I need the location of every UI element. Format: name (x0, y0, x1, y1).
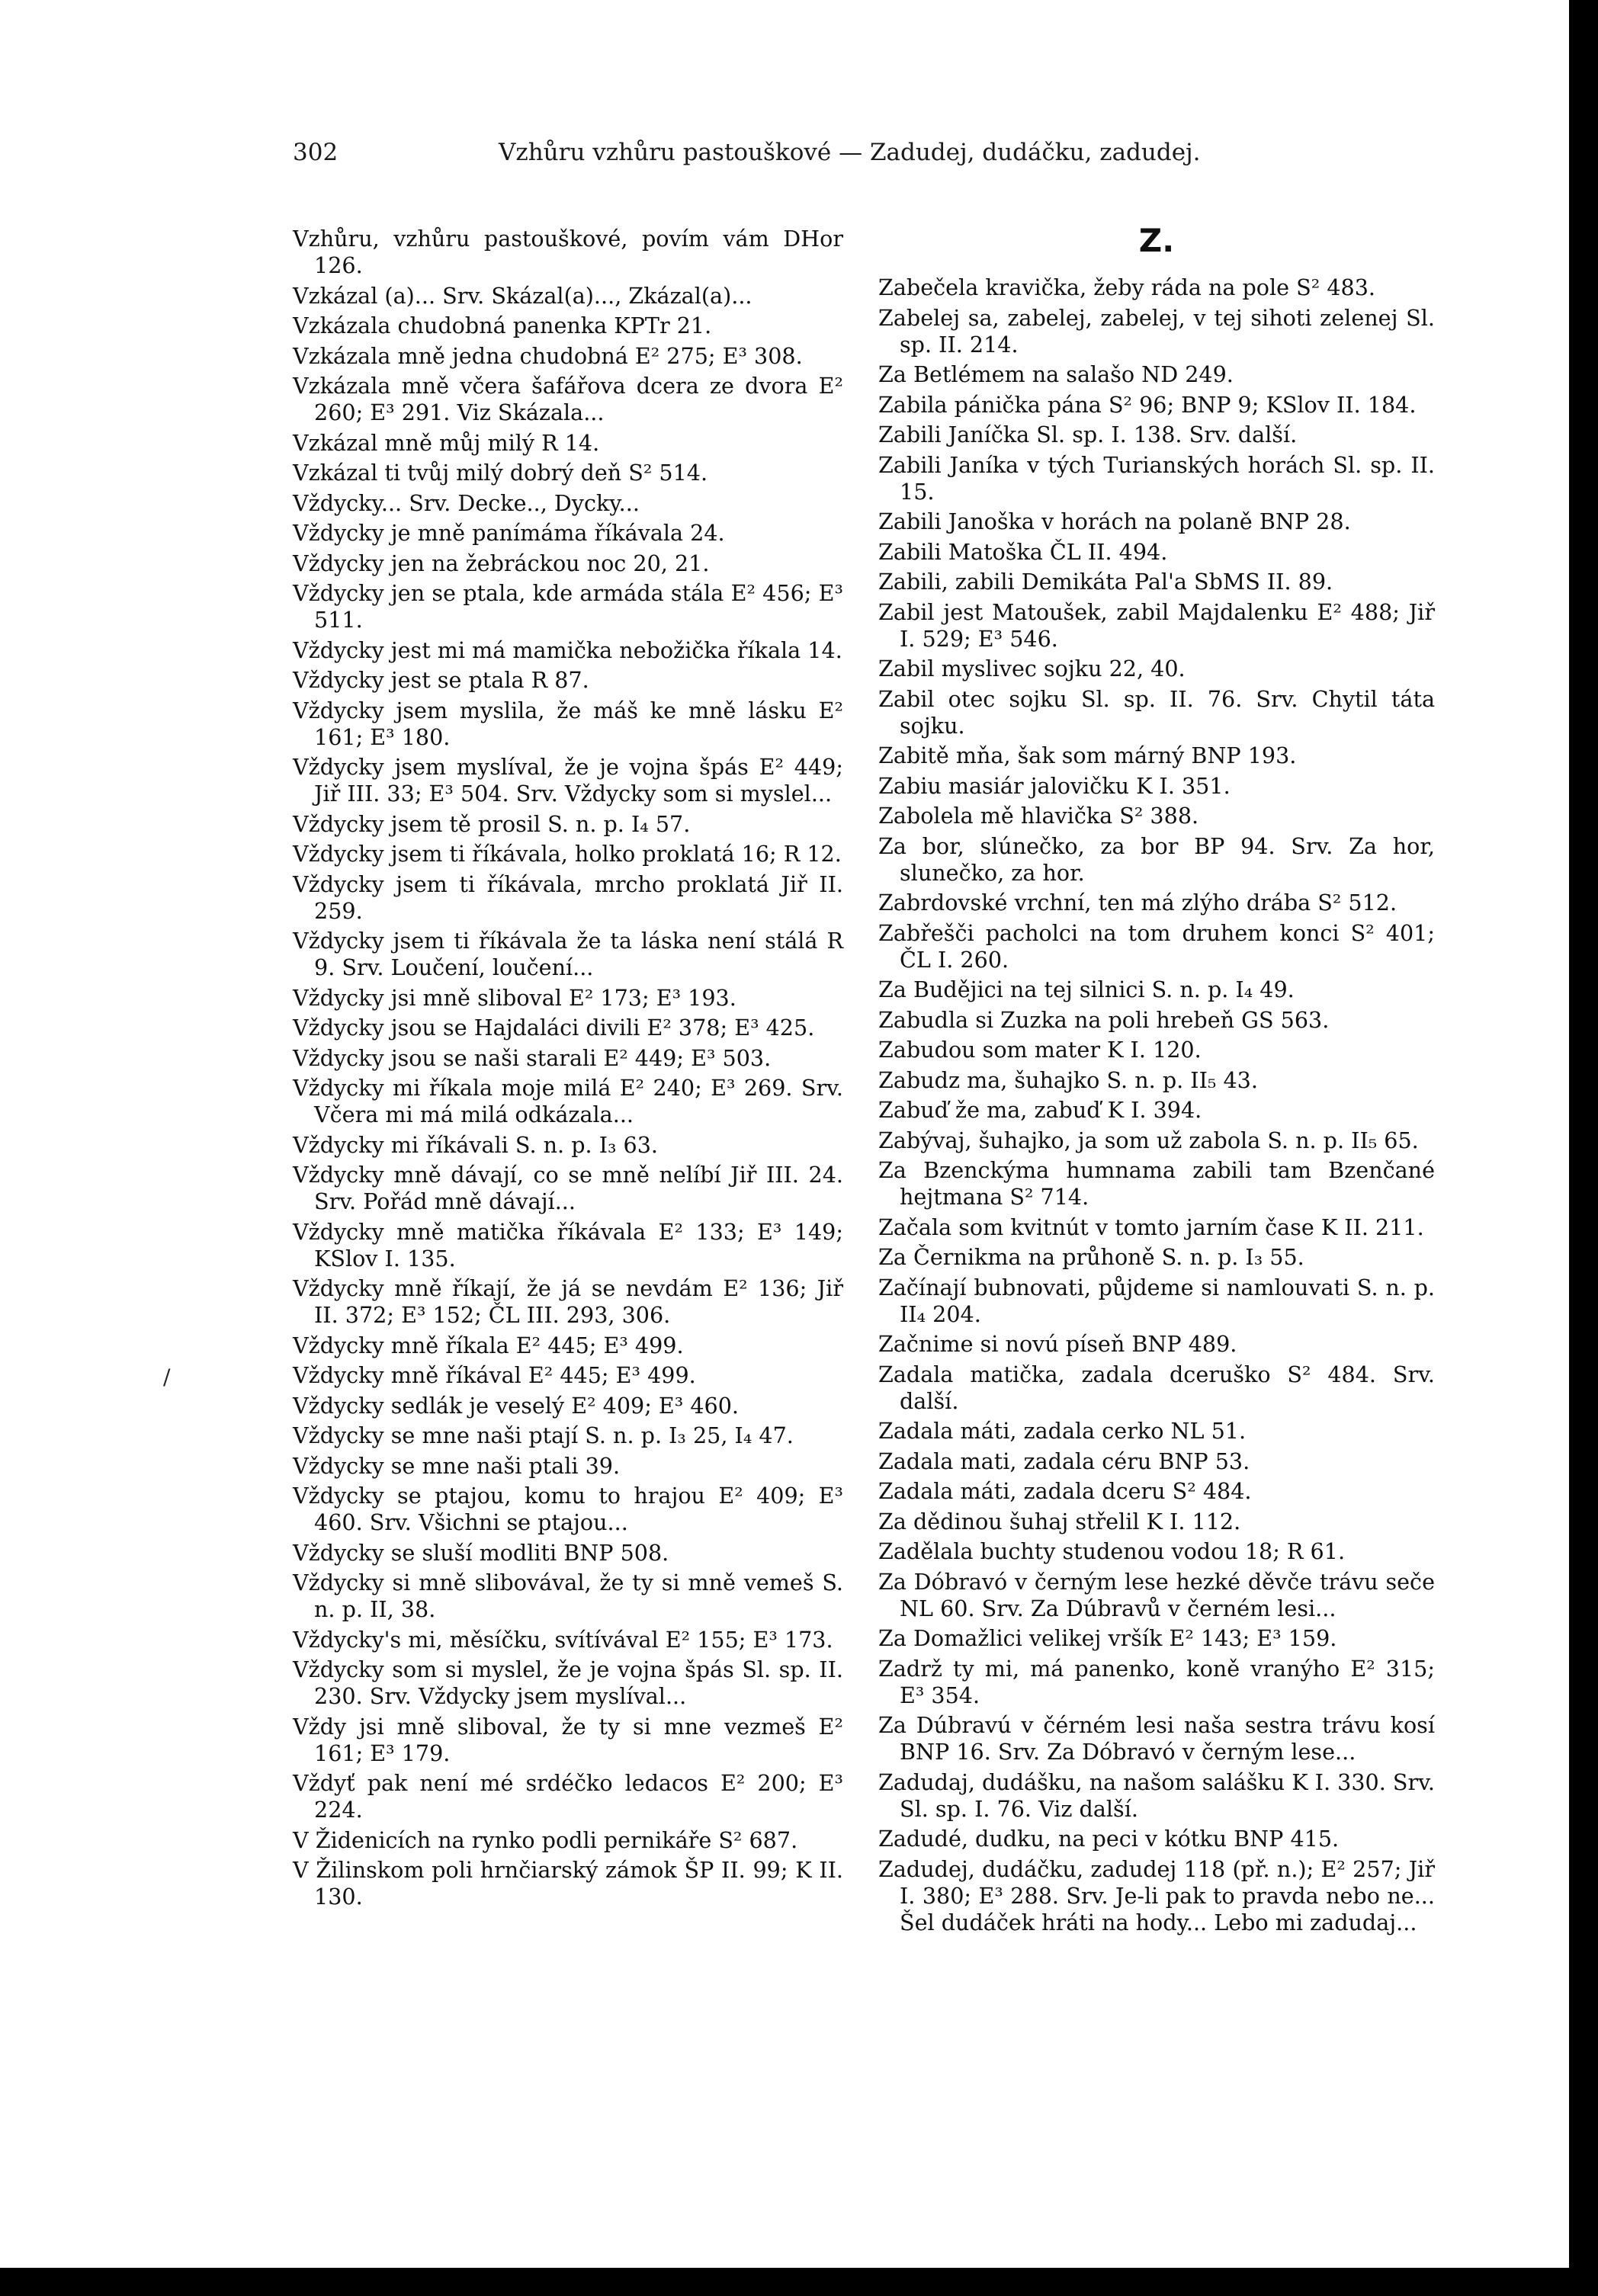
index-entry: Vždycky jen se ptala, kde armáda stála E² 456; E³ 511. (293, 580, 843, 633)
index-entry: Zabil otec sojku Sl. sp. II. 76. Srv. Chytil táta sojku. (878, 685, 1435, 739)
index-entry: Zadrž ty mi, má panenko, koně vranýho E² 315; E³ 354. (878, 1655, 1435, 1708)
index-entry: Za Dúbravú v čérném lesi naša sestra trávu kosí BNP 16. Srv. Za Dóbravó v černým lese... (878, 1712, 1435, 1765)
index-entry: Vždycky... Srv. Decke.., Dycky... (293, 489, 640, 516)
index-entry: Zabrdovské vrchní, ten má zlýho drába S² 512. (878, 890, 1397, 916)
stray-mark: / (163, 1364, 171, 1390)
index-entry: Vždycky jsou se naši starali E² 449; E³ 503. (293, 1044, 772, 1071)
index-entry: Vždy jsi mně sliboval, že ty si mne vezmeš E² 161; E³ 179. (293, 1713, 843, 1766)
index-entry: Zadudaj, dudášku, na našom salášku K I. 330. Srv. Sl. sp. I. 76. Viz další. (878, 1768, 1436, 1822)
index-entry: Vždycky jsem myslíval, že je vojna špás E² 449; Jiř III. 33; E³ 504. Srv. Vždycky som si myslel... (293, 754, 843, 806)
index-entry: Zabudz ma, šuhajko S. n. p. II₅ 43. (878, 1066, 1258, 1093)
index-entry: Vzkázal (a)... Srv. Skázal(a)..., Zkázal(a)... (293, 282, 752, 309)
index-entry: Vždycky jest mi má mamička nebožička říkala 14. (293, 637, 842, 663)
index-entry: Vždycky jsem ti říkávala, mrcho proklatá Jiř II. 259. (293, 871, 843, 924)
index-entry: Zabuď že ma, zabuď K I. 394. (878, 1097, 1202, 1123)
index-entry: Zabili, zabili Demikáta Pal'a SbMS II. 89. (878, 569, 1333, 595)
index-entry: Vždycky se ptajou, komu to hrajou E² 409; E³ 460. Srv. Všichni se ptajou... (293, 1483, 843, 1535)
page-header (293, 139, 1235, 175)
index-entry: Za Budějici na tej silnici S. n. p. I₄ 49. (878, 976, 1295, 1002)
index-entry: Zabudla si Zuzka na poli hrebeň GS 563. (878, 1006, 1330, 1033)
right-column (878, 221, 1435, 1939)
index-entry: Začala som kvitnút v tomto jarním čase K II. 211. (878, 1214, 1424, 1240)
index-entry: Vždycky se mne naši ptají S. n. p. I₃ 25, I₄ 47. (293, 1422, 794, 1448)
index-entry: Vždycky se sluší modliti BNP 508. (293, 1539, 669, 1566)
index-entry: Zadala mati, zadala céru BNP 53. (878, 1448, 1250, 1474)
index-entry: Vždycky si mně slibovával, že ty si mně vemeš S. n. p. II, 38. (293, 1570, 843, 1622)
index-entry: Vzkázala mně včera šafářova dcera ze dvora E² 260; E³ 291. Viz Skázala... (293, 373, 843, 425)
index-entry: Vždycky jest se ptala R 87. (293, 667, 589, 693)
index-entry: Vždycky mně dávají, co se mně nelíbí Jiř III. 24. Srv. Pořád mně dávají... (293, 1162, 843, 1214)
index-entry: Za Dóbravó v černým lese hezké děvče trávu seče NL 60. Srv. Za Dúbravů v černém lesi... (878, 1568, 1435, 1621)
index-entry: Zadudé, dudku, na peci v kótku BNP 415. (878, 1826, 1340, 1852)
index-entry: Vždycky je mně panímáma říkávala 24. (293, 520, 725, 546)
index-entry: Zabili Janoška v horách na polaně BNP 28. (878, 508, 1351, 534)
index-entry: Zadala matička, zadala dceruško S² 484. Srv. další. (878, 1361, 1435, 1414)
index-entry: Zadělala buchty studenou vodou 18; R 61. (878, 1538, 1346, 1564)
index-entry: Vždycky jsou se Hajdaláci divili E² 378; E³ 425. (293, 1015, 815, 1041)
index-entry: Zabiu masiár jalovičku K I. 351. (878, 772, 1231, 799)
index-entry: Vždycky som si myslel, že je vojna špás Sl. sp. II. 230. Srv. Vždycky jsem myslíval... (293, 1656, 843, 1709)
index-entry: Vzkázala mně jedna chudobná E² 275; E³ 308. (293, 342, 803, 369)
index-entry: Za Černikma na průhoně S. n. p. I₃ 55. (878, 1244, 1304, 1270)
index-entry: Vždycky mi říkávali S. n. p. I₃ 63. (293, 1131, 659, 1158)
index-entry: Vždyť pak není mé srdéčko ledacos E² 200; E³ 224. (293, 1770, 843, 1823)
index-entry: Zabečela kravička, žeby ráda na pole S² 483. (878, 274, 1375, 300)
index-entry: Vždycky jsem myslila, že máš ke mně lásku E² 161; E³ 180. (293, 697, 843, 750)
index-entry: Vzkázala chudobná panenka KPTr 21. (293, 313, 712, 338)
index-entry: Zabitě mňa, šak som márný BNP 193. (878, 742, 1297, 768)
index-entry: Vzkázal ti tvůj milý dobrý deň S² 514. (293, 460, 708, 486)
index-entry: Vždycky mně říkala E² 445; E³ 499. (293, 1332, 684, 1358)
index-entry: Zabřešči pacholci na tom druhem konci S² 401; ČL I. 260. (878, 919, 1435, 973)
index-entry: Zabila pánička pána S² 96; BNP 9; KSlov II. 184. (878, 391, 1417, 418)
left-column (293, 226, 843, 1914)
index-entry: Začnime si novú píseň BNP 489. (878, 1331, 1237, 1357)
index-entry: Zabudou som mater K I. 120. (878, 1037, 1202, 1063)
index-entry: Zabývaj, šuhajko, ja som už zabola S. n. p. II₅ 65. (878, 1127, 1419, 1153)
index-entry: Za Betlémem na salašo ND 249. (878, 361, 1234, 387)
index-entry: Zadala máti, zadala dceru S² 484. (878, 1478, 1252, 1504)
index-entry: Zadudej, dudáčku, zadudej 118 (př. n.); E² 257; Jiř I. 380; E³ 288. Srv. Je-li pak to pravda nebo ne... Šel dudáček hráti na hody... Lebo mi zadudaj... (878, 1855, 1435, 1935)
index-entry: Vždycky jsem ti říkávala, holko proklatá 16; R 12. (293, 841, 842, 867)
index-entry: Za bor, slúnečko, za bor BP 94. Srv. Za hor, slunečko, za hor. (878, 832, 1435, 886)
index-entry: Zabil jest Matoušek, zabil Majdalenku E² 488; Jiř I. 529; E³ 546. (878, 598, 1435, 652)
index-entry: Začínají bubnovati, půjdeme si namlouvati S. n. p. II₄ 204. (878, 1274, 1435, 1327)
index-entry: Zabili Matoška ČL II. 494. (878, 538, 1168, 565)
index-entry: Za dědinou šuhaj střelil K I. 112. (878, 1508, 1241, 1534)
index-entry: Za Domažlici velikej vršík E² 143; E³ 159. (878, 1625, 1337, 1651)
index-entry: Vždycky mi říkala moje milá E² 240; E³ 269. Srv. Včera mi má milá odkázala... (293, 1075, 843, 1127)
right-entries (878, 274, 1435, 1936)
index-entry: Vždycky mně říkají, že já se nevdám E² 136; Jiř II. 372; E³ 152; ČL III. 293, 306. (293, 1275, 843, 1328)
index-entry: Vždycky jsi mně sliboval E² 173; E³ 193. (293, 984, 736, 1011)
index-entry: Zabelej sa, zabelej, zabelej, v tej sihoti zelenej Sl. sp. II. 214. (878, 304, 1435, 358)
section-letter: Z. (1138, 222, 1175, 259)
index-entry: Zabili Janíčka Sl. sp. I. 138. Srv. další. (878, 422, 1298, 447)
index-entry: Vzkázal mně můj milý R 14. (293, 429, 600, 456)
index-entry: V Žilinskom poli hrnčiarský zámok ŠP II. 99; K II. 130. (293, 1857, 843, 1910)
index-entry: V Židenicích na rynko podli pernikáře S² 687. (293, 1826, 798, 1853)
index-entry: Vždycky jen na žebráckou noc 20, 21. (293, 550, 710, 576)
index-entry: Vždycky se mne naši ptali 39. (293, 1452, 621, 1479)
index-entry: Vždycky jsem tě prosil S. n. p. I₄ 57. (293, 810, 691, 837)
index-entry: Vždycky's mi, měsíčku, svítívával E² 155; E³ 173. (293, 1626, 833, 1653)
index-entry: Vzhůru, vzhůru pastouškové, povím vám DHor 126. (293, 226, 843, 278)
running-title: Vzhůru vzhůru pastouškové — Zadudej, dudáčku, zadudej. (499, 139, 1201, 166)
index-entry: Zabolela mě hlavička S² 388. (878, 803, 1199, 829)
index-entry: Zabili Janíka v tých Turianských horách Sl. sp. II. 15. (878, 451, 1435, 505)
index-entry: Zadala máti, zadala cerko NL 51. (878, 1418, 1247, 1444)
index-entry: Vždycky jsem ti říkávala že ta láska není stálá R 9. Srv. Loučení, loučení... (293, 928, 843, 980)
index-entry: Za Bzenckýma humnama zabili tam Bzenčané hejtmana S² 714. (878, 1157, 1435, 1210)
page-number: 302 (293, 139, 339, 166)
index-entry: Zabil myslivec sojku 22, 40. (878, 656, 1186, 681)
index-entry: Vždycky sedlák je veselý E² 409; E³ 460. (293, 1392, 740, 1419)
index-entry: Vždycky mně matička říkávala E² 133; E³ 149; KSlov I. 135. (293, 1218, 843, 1271)
index-entry: Vždycky mně říkával E² 445; E³ 499. (293, 1362, 696, 1388)
